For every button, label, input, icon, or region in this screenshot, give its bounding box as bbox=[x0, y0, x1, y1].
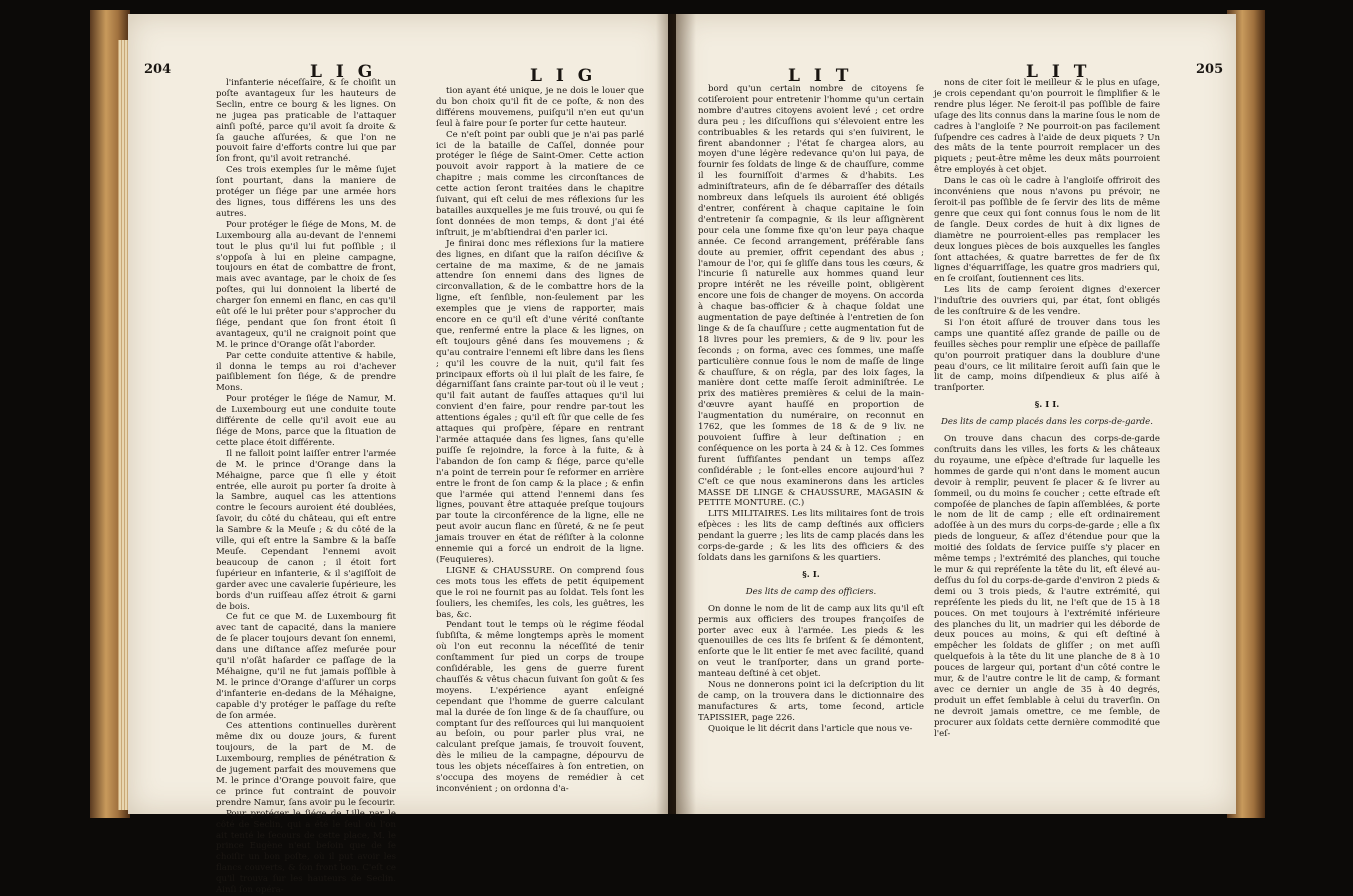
right-column-1 bbox=[698, 84, 924, 810]
paragraph: Si l'on étoit aſſuré de trouver dans tous les camps une quantité aſſez grande de paille ou de feuilles sèches pour remplir une eſpèce de paillaſſe qu'on pourroit pratiquer dans la doublure d'une peau d'ours, ce lit militaire ſeroit auſſi ſain que le lit de camp, moins diſpendieux & plus aiſé à tranſporter. bbox=[934, 317, 1160, 394]
paragraph: Nous ne donnerons point ici la deſcription du lit de camp, on la trouvera dans le dictionnaire des manufactures & arts, tome ſecond, article TAPISSIER, page 226. bbox=[698, 680, 924, 723]
paragraph: Ces trois exemples ſur le même ſujet ſont pourtant, dans la maniere de protéger un ſiége par une armée hors des lignes, tous différens les uns des autres. bbox=[216, 165, 396, 219]
paragraph: bord qu'un certain nombre de citoyens ſe cotiſeroient pour entretenir l'homme qu'un certain nombre d'autres citoyens avoient levé ; cet ordre dura peu ; les diſcuſſions qui s'élevoient entre les contribuables & les retards qui s'en ſuivirent, le firent abandonner ; l'état ſe chargea alors, au moyen d'une légère redevance qu'on lui paya, de fournir ſes ſoldats de linge & de chauſſure, comme il les fourniſſoit d'armes & d'habits. Les adminiſtrateurs, afin de ſe débarraſſer des détails nombreux dans leſquels ils auroient été obligés d'entrer, conférent à chaque capitaine le ſoin d'entretenir ſa compagnie, & ils leur aſſignèrent pour cela une ſomme fixe qu'on leur paya chaque année. Ce ſecond arrangement, préférable ſans doute au premier, offrit cependant des abus ; l'amour de l'or, qui ſe gliſſe dans tous les cœurs, & l'incurie ſi naturelle aux hommes quand leur propre intérêt ne les réveille point, obligèrent encore une fois de changer de moyens. On accorda à chaque bas-officier & à chaque ſoldat une augmentation de paye deſtinée à l'entretien de ſon linge & de ſa chauſſure ; cette augmentation fut de 18 livres pour les premiers, & de 9 liv. pour les ſeconds ; on forma, avec ces ſommes, une maſſe particulière connue ſous le nom de maſſe de linge & chauſſure, & on régla, par des loix ſages, la manière dont cette maſſe ſeroit adminiſtrée. Le prix des matières premières & celui de la main-d'œuvre ayant hauſſé en proportion de l'augmentation du numéraire, on reconnut en 1762, que les ſommes de 18 & de 9 liv. ne pouvoient ſuffire à leur deſtination ; en conſéquence on les porta à 24 & à 12. Ces ſommes furent ſuffiſantes pendant un temps aſſez conſidérable ; le ſont-elles encore aujourd'hui ? C'eſt ce que nous examinerons dans les articles MASSE DE LINGE & CHAUSSURE, MAGASIN & PETITE MONTURE. (C.) bbox=[698, 84, 924, 509]
running-head-right-center: L I T bbox=[788, 66, 853, 86]
left-column-2 bbox=[436, 86, 644, 804]
running-head-left: L I G bbox=[310, 62, 377, 82]
paragraph: Dans le cas où le cadre à l'angloiſe offriroit des inconvéniens que nous n'avons pu prévoir, ne ſeroit-il pas poſſible de ſe ſervir des lits de même genre que ceux qui ſont connus ſous le nom de lit de ſangle. Deux cordes de huit à dix lignes de diamètre ne pourroient-elles pas remplacer les deux longues pièces de bois auxquelles les ſangles ſont attachées, & quatre barrettes de fer de ſix lignes d'équarriſſage, les quatre gros madriers qui, en ſe croiſant, ſoutiennent ces lits. bbox=[934, 176, 1160, 285]
paragraph: Pour protéger le ſiége de Mons, M. de Luxembourg alla au-devant de l'ennemi tout le plus qu'il lui fut poſſible ; il s'oppoſa à lui en pleine campagne, toujours en état de combattre de front, mais avec avantage, par le choix de ſes poſtes, qui lui donnoient la liberté de charger ſon ennemi en flanc, en cas qu'il eût oſé le lui prêter pour s'approcher du ſiége, pendant que ſon front étoit ſi avantageux, qu'il ne craignoit point que M. le prince d'Orange oſât l'aborder. bbox=[216, 219, 396, 350]
paragraph: LIGNE & CHAUSSURE. On comprend ſous ces mots tous les effets de petit équipement que le roi ne fournit pas au ſoldat. Tels ſont les ſouliers, les chemiſes, les cols, les guêtres, les bas, &c. bbox=[436, 565, 644, 620]
paragraph: Quoique le lit décrit dans l'article que nous ve- bbox=[708, 723, 913, 734]
paragraph: Pour protéger le ſiége de Lille par le côté de Seclin, qui a été le ſeul où l'on ait tenté le ſecours de cette place, M. le prince Eugène n'eut beſoin que de ſe choiſir un bon poſte, où il put avoir les flancs couverts, & ſon front bon. C'eſt ce qu'il trouva ſur les hauteurs de Seclin. Ainſi ſon opéra- bbox=[216, 808, 396, 896]
paragraph: Pour protéger le ſiége de Namur, M. de Luxembourg eut une conduite toute différente de celle qu'il avoit eue au ſiége de Mons, parce que la ſituation de cette place étoit différente. bbox=[216, 394, 396, 448]
running-head-right: L I T bbox=[1026, 62, 1091, 82]
paragraph: Ce fut ce que M. de Luxembourg fit avec tant de capacité, dans la maniere de ſe placer toujours devant ſon ennemi, dans une diſtance aſſez meſurée pour qu'il n'oſât haſarder ce paſſage de la Méhaigne, qu'il ne fut jamais poſſible à M. le prince d'Orange d'aſſurer un corps d'infanterie en-dedans de la Méhaigne, capable d'y protéger le paſſage du reſte de ſon armée. bbox=[216, 612, 396, 721]
running-head-left-center: L I G bbox=[530, 66, 597, 86]
paragraph: Ces attentions continuelles durèrent même dix ou douze jours, & furent toujours, de la part de M. de Luxembourg, remplies de pénétration & de jugement parfait des mouvemens que M. le prince d'Orange pouvoit faire, que ce prince fut contraint de pouvoir prendre Namur, ſans avoir pu le ſecourir. bbox=[216, 721, 396, 808]
paragraph: Les lits de camp ſeroient dignes d'exercer l'induſtrie des ouvriers qui, par état, ſont obligés de les conſtruire & de les vendre. bbox=[934, 285, 1160, 318]
right-column-2 bbox=[934, 78, 1160, 810]
paragraph: Je finirai donc mes réflexions ſur la matiere des lignes, en diſant que la raiſon déciſive & certaine de ma maxime, & de ne jamais attendre ſon ennemi dans des lignes de circonvallation, & de le combattre hors de la ligne, eſt ſenſible, non-ſeulement par les exemples que je viens de rapporter, mais encore en ce qu'il eſt d'une vérité conſtante que, renfermé entre la place & les lignes, on eſt toujours gêné dans ſes mouvemens ; & qu'au contraire l'ennemi eſt libre dans les ſiens ; qu'il les couvre de la nuit, qu'il fait ſes principaux efforts où il lui plaît de les faire, ſe dégarniſſant ſans crainte par-tout où il le veut ; qu'il fait autant de fauſſes attaques qu'il lui convient d'en faire, pour rendre par-tout les attentions égales ; qu'il eſt ſûr que celle de ſes attaques qui proſpère, ſépare en rentrant l'armée attaquée dans ſes lignes, ſans qu'elle puiſſe ſe rejoindre, la force à la fuite, & à l'abandon de ſon camp & ſiége, parce qu'elle n'a point de terrein pour ſe reformer en arrière entre le front de ſon camp & la place ; & enfin que l'armée qui attend l'ennemi dans ſes lignes, pouvant être attaquée preſque toujours par toute la circonférence de la ligne, elle ne peut avoir aucun flanc en ſûreté, & ne ſe peut jamais trouver en état de réſiſter à la colonne ennemie qui a forcé un endroit de la ligne. (Feuquieres). bbox=[436, 238, 644, 565]
paragraph: Il ne falloit point laiſſer entrer l'armée de M. le prince d'Orange dans la Méhaigne, parce que ſi elle y étoit entrée, elle auroit pu porter ſa droite à la Sambre, auquel cas les attentions contre le ſecours auroient été doublées, ſavoir, du côté du château, qui eſt entre la Sambre & la Meuſe ; & du côté de la ville, qui eſt entre la Sambre & la baſſe Meuſe. Cependant l'ennemi avoit beaucoup de canon ; il étoit fort ſupérieur en infanterie, & il s'agiſſoit de garder avec une cavalerie ſupérieure, les bords d'un ruiſſeau aſſez étroit & garni de bois. bbox=[216, 448, 396, 612]
right-page bbox=[676, 14, 1236, 814]
left-column-1 bbox=[216, 78, 396, 896]
paragraph: nons de citer ſoit le meilleur & le plus en uſage, je crois cependant qu'on pourroit le ſimplifier & le rendre plus léger. Ne ſeroit-il pas poſſible de faire uſage des lits connus dans la marine ſous le nom de cadres à l'angloiſe ? Ne pourroit-on pas facilement ſuſpendre ces cadres à l'aide de deux piquets ? Un des mâts de la tente pourroit remplacer un des piquets ; peut-être même les deux mâts pourroient être employés à cet objet. bbox=[934, 78, 1160, 176]
book-gutter bbox=[656, 14, 696, 814]
section-heading: §. I. bbox=[802, 569, 820, 580]
paragraph: LITS MILITAIRES. Les lits militaires ſont de trois eſpèces : les lits de camp deſtinés aux officiers pendant la guerre ; les lits de camp placés dans les corps-de-garde ; & les lits des officiers & des ſoldats dans les garniſons & les quartiers. bbox=[698, 509, 924, 563]
paragraph: tion ayant été unique, je ne dois le louer que du bon choix qu'il fit de ce poſte, & non des différens mouvemens, puiſqu'il n'en eut qu'un ſeul à faire pour ſe porter ſur cette hauteur. bbox=[436, 86, 644, 129]
page-number-right: 205 bbox=[1196, 62, 1224, 77]
paragraph: Pendant tout le temps où le régime féodal ſubſiſta, & même longtemps après le moment où l'on eut reconnu la néceſſité de tenir conſtamment ſur pied un corps de troupe conſidérable, les gens de guerre furent chauſſés & vêtus chacun ſuivant ſon goût & ſes moyens. L'expérience ayant enſeigné cependant que l'homme de guerre calculant mal la durée de ſon linge & de ſa chauſſure, ou comptant ſur des reſſources qui lui manquoient au beſoin, ou pour parler plus vrai, ne calculant preſque jamais, ſe trouvoit ſouvent, dès le milieu de la campagne, dépourvu de tous les objets néceſſaires à ſon entretien, on s'occupa des moyens de remédier à cet inconvénient ; on ordonna d'a- bbox=[436, 620, 644, 794]
paragraph: On trouve dans chacun des corps-de-garde conſtruits dans les villes, les forts & les châteaux du royaume, une eſpèce d'eſtrade ſur laquelle les hommes de garde qui n'ont dans le moment aucun devoir à remplir, peuvent ſe placer & ſe livrer au ſommeil, ou du moins ſe coucher ; cette eſtrade eſt compoſée de planches de ſapin aſſemblées, & porte le nom de lit de camp ; elle eſt ordinairement adoſſée à un des murs du corps-de-garde ; elle a ſix pieds de longueur, & aſſez d'étendue pour que la moitié des ſoldats de ſervice puiſſe s'y placer en même temps ; l'extrémité des planches, qui touche le mur & qui repréſente la tête du lit, eſt élevé au-deſſus du ſol du corps-de-garde d'environ 2 pieds & demi ou 3 trois pieds, & l'autre extrémité, qui repréſente les pieds du lit, ne l'eſt que de 15 à 18 pouces. On met toujours à l'extrémité inférieure des planches du lit, un madrier qui les déborde de deux pouces au moins, & qui eſt deſtiné à empêcher les ſoldats de gliſſer ; on met auſſi quelquefois à la tête du lit une planche de 8 à 10 pouces de largeur qui, portant d'un côté contre le mur, & de l'autre contre le lit de camp, & formant avec ce dernier un angle de 35 à 40 degrés, produit un effet ſemblable à celui du traverſin. On ne devroit jamais omettre, ce me ſemble, de procurer aux ſoldats cette dernière commodité que l'eſ- bbox=[934, 434, 1160, 739]
section-heading: §. I I. bbox=[1034, 400, 1060, 411]
section-title: Des lits de camp placés dans les corps-de-garde. bbox=[941, 417, 1153, 428]
left-page bbox=[128, 14, 668, 896]
paragraph: Par cette conduite attentive & habile, il donna le temps au roi d'achever paiſiblement ſon ſiége, & de prendre Mons. bbox=[216, 350, 396, 394]
paragraph: l'infanterie néceſſaire, & ſe choiſit un poſte avantageux ſur les hauteurs de Seclin, entre ce bourg & les lignes. On ne jugea pas praticable de l'attaquer ainſi poſté, parce qu'il avoit ſa droite & ſa gauche aſſurées, & que l'on ne pouvoit faire d'efforts contre lui que par ſon front, qu'il avoit retranché. bbox=[216, 78, 396, 165]
page-number-left: 204 bbox=[144, 62, 172, 77]
paragraph: Ce n'eſt point par oubli que je n'ai pas parlé ici de la bataille de Caſſel, donnée pour protéger le ſiége de Saint-Omer. Cette action pouvoit avoir rapport à la matiere de ce chapitre ; mais comme les circonſtances de cette action ſeront traitées dans le chapitre ſuivant, qui eſt celui de mes réflexions ſur les batailles auxquelles je me ſuis trouvé, ou qui ſe ſont données de mon temps, & dont j'ai été inſtruit, je m'abſtiendrai d'en parler ici. bbox=[436, 129, 644, 238]
section-title: Des lits de camp des officiers. bbox=[745, 586, 877, 597]
paragraph: On donne le nom de lit de camp aux lits qu'il eſt permis aux officiers des troupes françoiſes de porter avec eux à l'armée. Les pieds & les quenouilles de ces lits ſe briſent & ſe démontent, enſorte que le lit entier ſe met avec facilité, quand on veut le tranſporter, dans un grand porte-manteau deſtiné à cet objet. bbox=[698, 603, 924, 680]
